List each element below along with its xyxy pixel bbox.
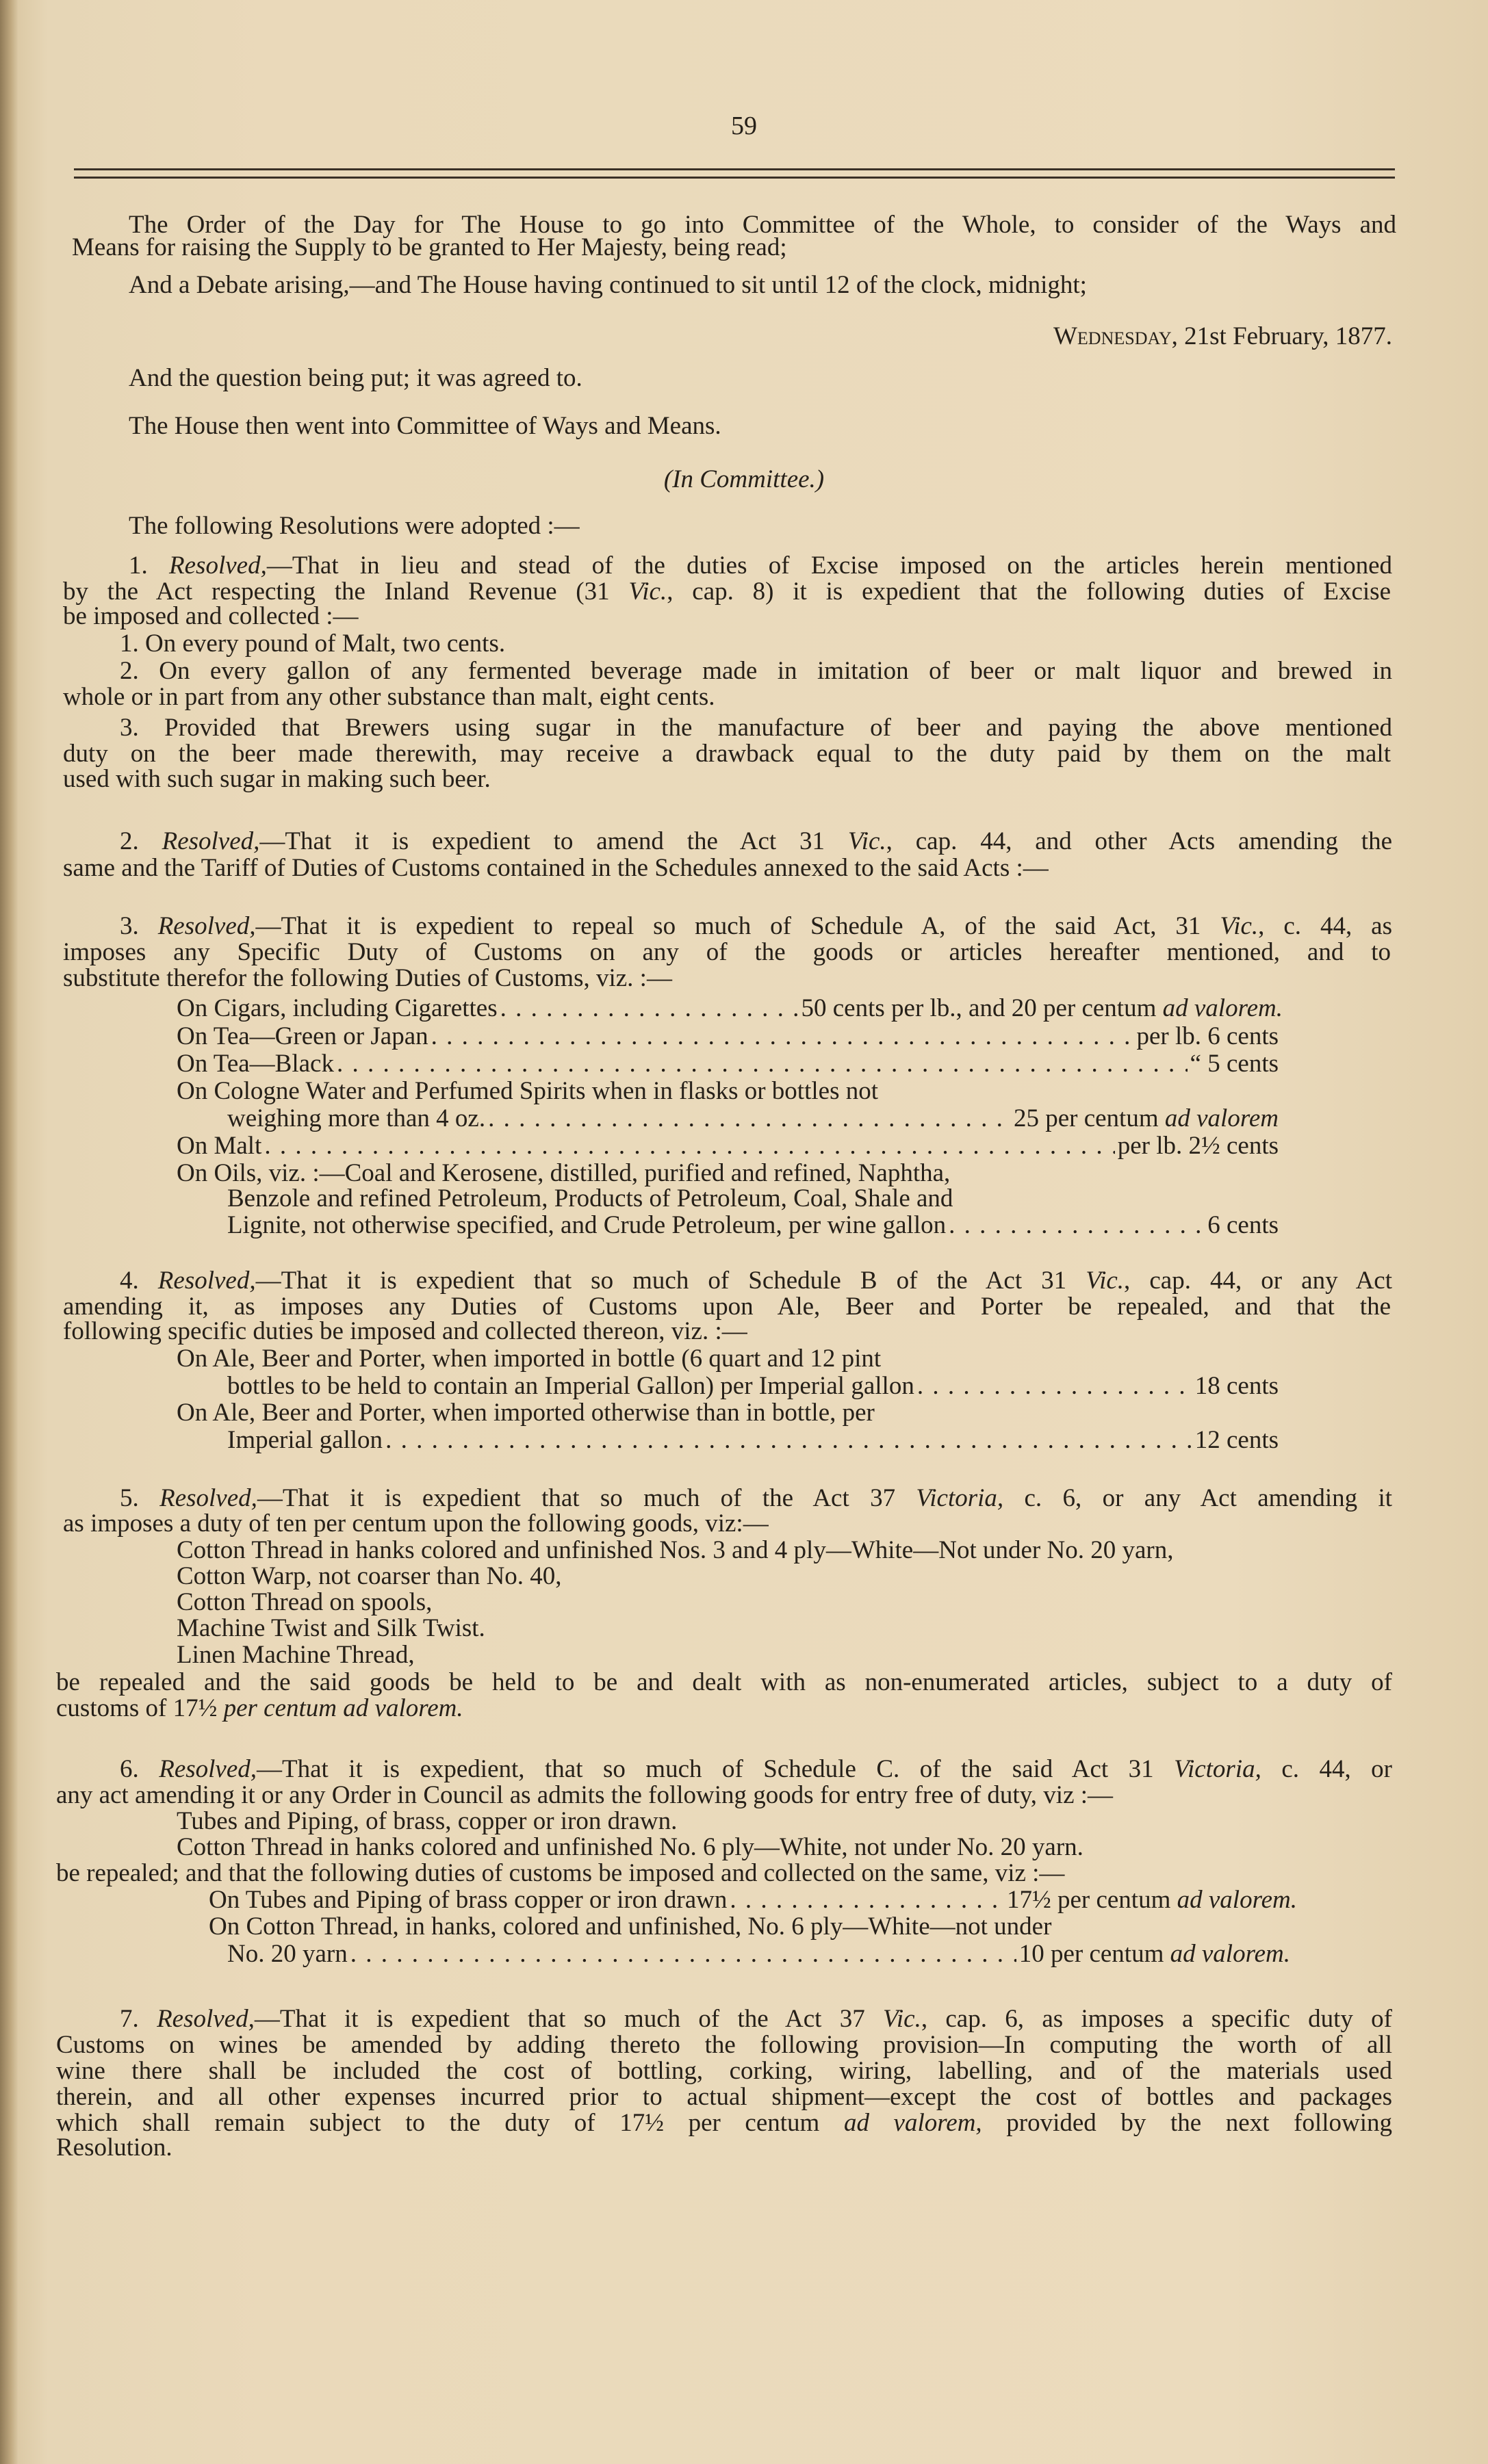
resolution-6-line: any act amending it or any Order in Council as admits the following goods for entry free of duty, viz :—	[56, 1781, 1114, 1809]
resolution-4-line: following specific duties be imposed and collected thereon, viz. :—	[63, 1317, 747, 1345]
resolution-7-line: Customs on wines be amended by adding thereto the following provision—In computing the worth of all	[56, 2031, 1392, 2059]
duty-row-tubes: On Tubes and Piping of brass copper or iron drawn . . . 17½ per centum ad valorem.	[209, 1887, 1297, 1912]
preamble-line: Means for raising the Supply to be granted to Her Majesty, being read;	[72, 233, 787, 261]
duty-row-cologne-text: On Cologne Water and Perfumed Spirits when in flasks or bottles not	[177, 1077, 878, 1105]
resolution-1-line: be imposed and collected :—	[63, 602, 359, 630]
binding-edge	[0, 0, 18, 2464]
duty-row-cotton-text: On Cotton Thread, in hanks, colored and unfinished, No. 6 ply—White—not under	[209, 1912, 1052, 1941]
sitting-date-rest: 21st February, 1877.	[1177, 322, 1392, 350]
resolution-5-line: as imposes a duty of ten per centum upon the following goods, viz:—	[63, 1509, 769, 1538]
duty-row-oils-text: On Oils, viz. :—Coal and Kerosene, distilled, purified and refined, Naphtha,	[177, 1159, 951, 1187]
page-number: 59	[731, 112, 757, 140]
resolution-5-good: Cotton Thread on spools,	[177, 1588, 433, 1616]
resolution-1-item: 3. Provided that Brewers using sugar in the manufacture of beer and paying the above mentioned	[120, 714, 1392, 742]
preamble-line: And the question being put; it was agreed to.	[129, 364, 582, 392]
resolution-3-line: 3. Resolved,—That it is expedient to repeal so much of Schedule A, of the said Act, 31 Vic., c. 44, as	[120, 912, 1392, 940]
resolution-4-line: amending it, as imposes any Duties of Customs upon Ale, Beer and Porter be repealed, and that the	[63, 1293, 1391, 1321]
resolution-5-good: Machine Twist and Silk Twist.	[177, 1614, 485, 1642]
resolution-7-line: wine there shall be included the cost of bottling, corking, wiring, labelling, and of the materials used	[56, 2057, 1392, 2085]
resolution-6-line: be repealed; and that the following duties of customs be imposed and collected on the same, viz :—	[56, 1859, 1065, 1887]
resolution-2-line: same and the Tariff of Duties of Customs contained in the Schedules annexed to the said Acts :—	[63, 854, 1049, 882]
preamble-line: The Order of the Day for The House to go into Committee of the Whole, to consider of the Ways and	[129, 211, 1396, 239]
resolution-5-good: Cotton Thread in hanks colored and unfinished Nos. 3 and 4 ply—White—Not under No. 20 yarn,	[177, 1536, 1174, 1564]
resolution-4-line: 4. Resolved,—That it is expedient that so much of Schedule B of the Act 31 Vic., cap. 44, or any Act	[120, 1267, 1392, 1295]
resolution-3-line: imposes any Specific Duty of Customs on any of the goods or articles hereafter mentioned, and to	[63, 938, 1391, 966]
resolution-5-line: 5. Resolved,—That it is expedient that so much of the Act 37 Victoria, c. 6, or any Act amending it	[120, 1484, 1393, 1512]
resolution-1-line: 1. Resolved,—That in lieu and stead of the duties of Excise imposed on the articles herein mentioned	[129, 552, 1393, 580]
resolution-7-line: therein, and all other expenses incurred prior to actual shipment—except the cost of bottles and packages	[56, 2083, 1392, 2111]
preamble-line: The House then went into Committee of Ways and Means.	[129, 412, 721, 440]
resolution-1-item: whole or in part from any other substance than malt, eight cents.	[63, 683, 715, 711]
resolution-6-good: Tubes and Piping, of brass, copper or iron drawn.	[177, 1807, 678, 1835]
resolution-1-item: 2. On every gallon of any fermented beverage made in imitation of beer or malt liquor and brewed in	[120, 657, 1392, 685]
sitting-date	[1053, 324, 1392, 349]
in-committee-heading: (In Committee.)	[663, 465, 825, 493]
resolution-3-line: substitute therefor the following Duties of Customs, viz. :—	[63, 964, 672, 992]
duty-row-ale-other-text: On Ale, Beer and Porter, when imported otherwise than in bottle, per	[177, 1399, 875, 1427]
preamble-line: The following Resolutions were adopted :—	[129, 512, 580, 540]
duty-row-cologne: weighing more than 4 oz. . . . 25 per centum ad valorem	[227, 1106, 1279, 1131]
resolution-5-good: Linen Machine Thread,	[177, 1641, 415, 1669]
resolution-1-line: by the Act respecting the Inland Revenue (31 Vic., cap. 8) it is expedient that the following duties of Excise	[63, 578, 1391, 606]
sitting-date-day: Wednesday,	[1053, 322, 1178, 350]
resolution-1-item: used with such sugar in making such beer.	[63, 765, 491, 793]
resolution-1-item: duty on the beer made therewith, may receive a drawback equal to the duty paid by them on the malt	[63, 740, 1391, 768]
resolution-2-line: 2. Resolved,—That it is expedient to amend the Act 31 Vic., cap. 44, and other Acts amending the	[120, 827, 1392, 855]
duty-row-ale-other: Imperial gallon . . . 12 cents	[227, 1427, 1279, 1453]
resolution-7-line: 7. Resolved,—That it is expedient that so much of the Act 37 Vic., cap. 6, as imposes a specific duty of	[120, 2005, 1392, 2033]
duty-row-oils: Lignite, not otherwise specified, and Crude Petroleum, per wine gallon . . . 6 cents	[227, 1212, 1279, 1238]
duty-row-malt: On Malt . . . per lb. 2½ cents	[177, 1133, 1279, 1158]
resolution-6-line: 6. Resolved,—That it is expedient, that so much of Schedule C. of the said Act 31 Victoria, c. 44, or	[120, 1755, 1392, 1783]
resolution-6-good: Cotton Thread in hanks colored and unfinished No. 6 ply—White, not under No. 20 yarn.	[177, 1833, 1083, 1861]
duty-row-cotton: No. 20 yarn . . . 10 per centum ad valorem.	[227, 1941, 1290, 1967]
header-rule-bottom	[74, 177, 1395, 179]
resolution-5-line: be repealed and the said goods be held to be and dealt with as non-enumerated articles, subject to a duty of	[56, 1668, 1392, 1696]
resolution-5-good: Cotton Warp, not coarser than No. 40,	[177, 1562, 562, 1590]
duty-row-ale-bottle-text: On Ale, Beer and Porter, when imported in bottle (6 quart and 12 pint	[177, 1345, 882, 1373]
preamble-line: And a Debate arising,—and The House having continued to sit until 12 of the clock, midnight;	[129, 271, 1087, 299]
resolution-7-line: Resolution.	[56, 2134, 172, 2162]
duty-row-oils-text: Benzole and refined Petroleum, Products of Petroleum, Coal, Shale and	[227, 1184, 953, 1212]
resolution-1-item: 1. On every pound of Malt, two cents.	[120, 630, 506, 658]
resolution-5-line: customs of 17½ per centum ad valorem.	[56, 1694, 463, 1722]
header-rule-top	[74, 168, 1395, 170]
duty-row-cigars: On Cigars, including Cigarettes . . . 50 cents per lb., and 20 per centum ad valorem.	[177, 996, 1283, 1021]
duty-row-tea-black: On Tea—Black . . . “ 5 cents	[177, 1051, 1279, 1076]
duty-row-ale-bottle: bottles to be held to contain an Imperial Gallon) per Imperial gallon . . . 18 cents	[227, 1373, 1279, 1399]
resolution-7-line: which shall remain subject to the duty of 17½ per centum ad valorem, provided by the next following	[56, 2109, 1392, 2137]
duty-row-tea-green: On Tea—Green or Japan . . . per lb. 6 cents	[177, 1024, 1279, 1049]
